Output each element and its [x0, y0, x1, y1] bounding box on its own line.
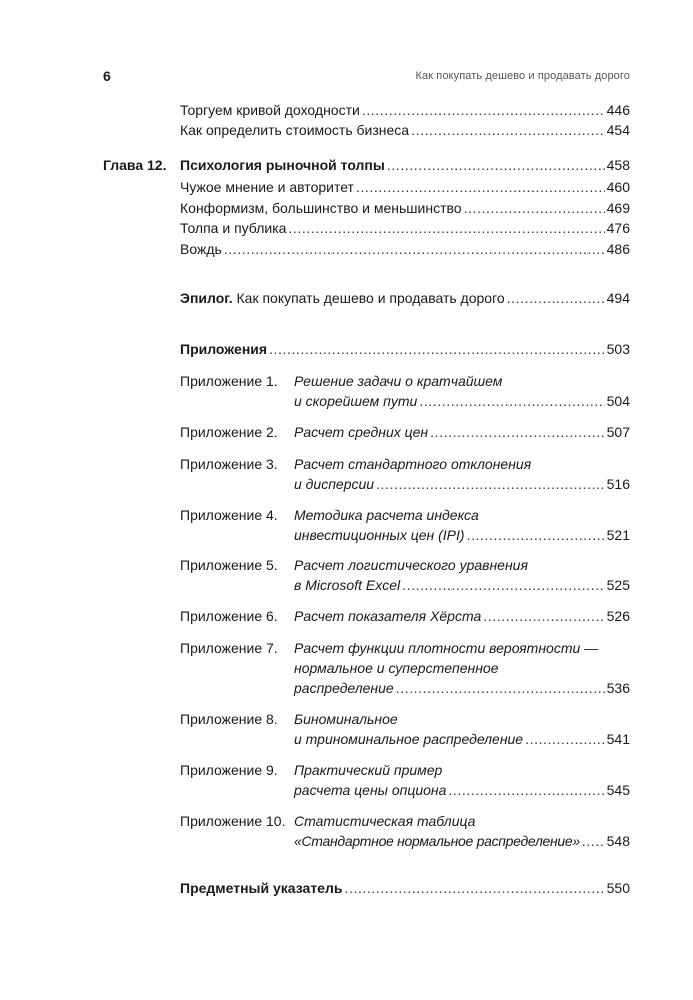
toc-entry[interactable] [180, 120, 630, 140]
dot-leader [467, 525, 605, 545]
appendix-entry[interactable] [294, 811, 630, 851]
toc-entry-page: 460 [606, 179, 630, 195]
appendix-label: Приложение 5. [180, 557, 278, 573]
dot-leader [582, 831, 605, 851]
chapter-title: Психология рыночной толпы [180, 157, 385, 173]
dot-leader [224, 239, 605, 259]
appendix-page: 541 [606, 731, 630, 747]
epilogue-title-wrap [180, 288, 505, 308]
dot-leader [525, 729, 605, 749]
appendix-page: 548 [606, 833, 630, 849]
epilogue-title: Как покупать дешево и продавать дорого [236, 290, 505, 306]
appendices-title: Приложения [180, 341, 268, 357]
appendix-label: Приложение 9. [180, 762, 278, 778]
toc-entry[interactable] [180, 100, 630, 120]
appendix-entry[interactable] [294, 760, 630, 800]
page-header [103, 68, 630, 88]
toc-entry[interactable] [180, 218, 630, 238]
index-page: 550 [606, 880, 630, 896]
dot-leader [356, 177, 605, 197]
dot-leader [269, 339, 605, 359]
dot-leader [387, 155, 605, 175]
appendix-page: 521 [606, 527, 630, 543]
toc-entry-title: Вождь [180, 241, 222, 257]
toc-entry-page: 486 [606, 241, 630, 257]
dot-leader [288, 218, 604, 238]
appendix-entry[interactable] [294, 454, 630, 494]
index-entry[interactable] [180, 878, 630, 898]
appendix-entry[interactable] [294, 606, 630, 626]
appendix-label: Приложение 7. [180, 640, 278, 656]
toc-entry[interactable] [180, 239, 630, 259]
appendix-page: 536 [606, 680, 630, 696]
dot-leader [430, 422, 605, 442]
appendix-title-line: распределение [294, 680, 394, 696]
appendix-entry[interactable] [294, 555, 630, 595]
appendix-title-line: и триноминальное распределение [294, 731, 524, 747]
appendices-page: 503 [606, 341, 630, 357]
dot-leader [483, 606, 604, 626]
epilogue-entry[interactable] [180, 288, 630, 308]
appendix-title-line: Методика расчета индекса [294, 507, 479, 523]
chapter-page: 458 [606, 157, 630, 173]
epilogue-label: Эпилог. [180, 290, 233, 306]
appendix-title-line: инвестиционных цен (IPI) [294, 527, 465, 543]
toc-entry-page: 446 [606, 102, 630, 118]
appendix-entry[interactable] [294, 505, 630, 545]
toc-entry-page: 476 [606, 220, 630, 236]
appendix-entry[interactable] [294, 709, 630, 749]
toc-entry-title: Торгуем кривой доходности [180, 102, 360, 118]
appendix-title-line: Решение задачи о кратчайшем [294, 373, 503, 389]
appendix-page: 504 [606, 393, 630, 409]
dot-leader [402, 575, 605, 595]
index-title: Предметный указатель [180, 880, 343, 896]
toc-entry-page: 454 [606, 122, 630, 138]
appendix-label: Приложение 4. [180, 507, 278, 523]
appendix-page: 507 [606, 424, 630, 440]
appendix-title-line: Статистическая таблица [294, 813, 476, 829]
appendix-page: 516 [606, 476, 630, 492]
page-number: 6 [103, 68, 111, 84]
dot-leader [419, 391, 604, 411]
appendix-title-line: Расчет логистического уравнения [294, 557, 528, 573]
appendix-label: Приложение 10. [180, 813, 286, 829]
dot-leader [396, 678, 605, 698]
appendix-page: 526 [606, 608, 630, 624]
toc-entry-title: Конформизм, большинство и меньшинство [180, 200, 462, 216]
appendix-entry[interactable] [294, 638, 630, 698]
appendix-entry[interactable] [294, 422, 630, 442]
toc-entry[interactable] [180, 198, 630, 218]
appendix-label: Приложение 2. [180, 424, 278, 440]
appendix-title-line: Биноминальное [294, 711, 398, 727]
appendix-label: Приложение 3. [180, 456, 278, 472]
appendix-title-line: расчета цены опциона [294, 782, 447, 798]
appendix-title-line: Расчет стандартного отклонения [294, 456, 532, 472]
dot-leader [448, 780, 604, 800]
toc-entry-title: Чужое мнение и авторитет [180, 179, 354, 195]
chapter-heading[interactable] [180, 155, 630, 175]
epilogue-page: 494 [606, 290, 630, 306]
appendix-title-line: и скорейшем пути [294, 393, 418, 409]
appendix-title-line: «Стандартное нормальное распределение» [294, 833, 580, 849]
appendix-title-line: Расчет функции плотности вероятности — [294, 640, 599, 656]
dot-leader [376, 474, 605, 494]
chapter-label: Глава 12. [103, 157, 167, 173]
appendix-title-line: и дисперсии [294, 476, 375, 492]
appendix-label: Приложение 8. [180, 711, 278, 727]
appendix-title-line: Расчет средних цен [294, 424, 429, 440]
running-title: Как покупать дешево и продавать дорого [415, 70, 630, 82]
appendix-title-line: Расчет показателя Хёрста [294, 608, 482, 624]
toc-entry[interactable] [180, 177, 630, 197]
appendix-entry[interactable] [294, 371, 630, 411]
toc-entry-title: Как определить стоимость бизнеса [180, 122, 410, 138]
appendix-label: Приложение 6. [180, 608, 278, 624]
appendix-page: 545 [606, 782, 630, 798]
appendix-label: Приложение 1. [180, 373, 278, 389]
dot-leader [362, 100, 605, 120]
appendix-title-line: Практический пример [294, 762, 443, 778]
dot-leader [464, 198, 605, 218]
appendix-title-line: нормальное и суперстепенное [294, 660, 499, 676]
toc-entry-title: Толпа и публика [180, 220, 287, 236]
dot-leader [507, 288, 605, 308]
dot-leader [411, 120, 605, 140]
appendix-page: 525 [606, 577, 630, 593]
dot-leader [344, 878, 604, 898]
appendix-title-line: в Microsoft Excel [294, 577, 401, 593]
toc-entry-page: 469 [606, 200, 630, 216]
appendices-heading[interactable] [180, 339, 630, 359]
